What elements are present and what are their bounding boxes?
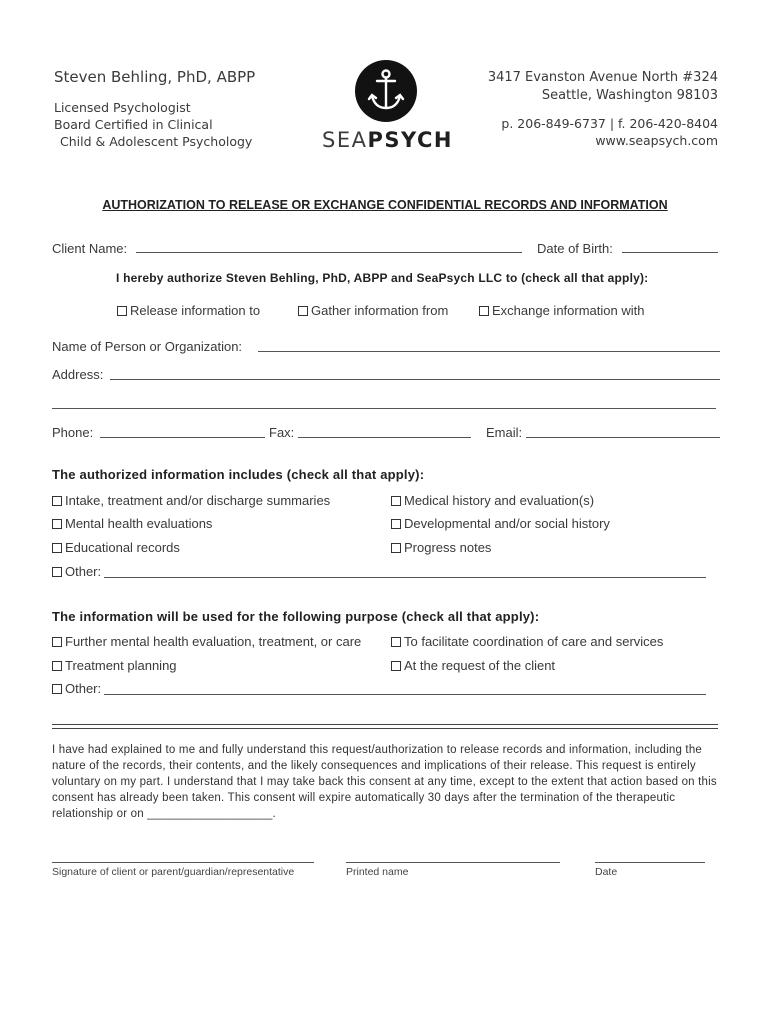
phone-label: Phone:	[52, 425, 94, 440]
checkbox[interactable]	[52, 496, 62, 506]
printed-name-label: Printed name	[346, 866, 409, 878]
phone-fax: p. 206-849-6737 | f. 206-420-8404	[501, 116, 718, 131]
address-label: Address:	[52, 367, 104, 382]
client-name-label: Client Name:	[52, 241, 128, 256]
form-title: AUTHORIZATION TO RELEASE OR EXCHANGE CONFIDENTIAL RECORDS AND INFORMATION	[102, 198, 668, 212]
info-section-heading: The authorized information includes (check all that apply):	[52, 467, 425, 482]
purpose-option[interactable]: To facilitate coordination of care and services	[391, 634, 663, 649]
section-divider	[52, 724, 718, 729]
info-option[interactable]: Intake, treatment and/or discharge summaries	[52, 493, 330, 508]
dob-label: Date of Birth:	[537, 241, 613, 256]
checkbox[interactable]	[52, 567, 62, 577]
info-option[interactable]: Progress notes	[391, 540, 491, 555]
website: www.seapsych.com	[595, 133, 718, 148]
fax-field[interactable]	[298, 437, 471, 438]
printed-name-field[interactable]	[346, 862, 560, 863]
info-option[interactable]: Medical history and evaluation(s)	[391, 493, 594, 508]
checkbox[interactable]	[391, 519, 401, 529]
checkbox[interactable]	[52, 519, 62, 529]
purpose-option[interactable]: Further mental health evaluation, treatment, or care	[52, 634, 361, 649]
email-field[interactable]	[526, 437, 720, 438]
checkbox[interactable]	[52, 543, 62, 553]
release-checkbox[interactable]	[117, 306, 127, 316]
address-field[interactable]	[110, 379, 720, 380]
exchange-option[interactable]: Exchange information with	[479, 303, 644, 318]
signature-field[interactable]	[52, 862, 314, 863]
checkbox[interactable]	[391, 661, 401, 671]
release-option[interactable]: Release information to	[117, 303, 260, 318]
email-label: Email:	[486, 425, 523, 440]
checkbox[interactable]	[391, 496, 401, 506]
logo-wordmark: SEAPSYCH	[322, 128, 453, 152]
checkbox[interactable]	[52, 637, 62, 647]
info-option[interactable]: Mental health evaluations	[52, 516, 212, 531]
date-label: Date	[595, 866, 618, 878]
purpose-section-heading: The information will be used for the following purpose (check all that apply):	[52, 609, 540, 624]
info-other-option[interactable]: Other:	[52, 564, 101, 579]
address-field-2[interactable]	[52, 408, 716, 409]
organization-label: Name of Person or Organization:	[52, 339, 243, 354]
info-other-field[interactable]	[104, 577, 706, 578]
organization-field[interactable]	[258, 351, 720, 352]
gather-option[interactable]: Gather information from	[298, 303, 448, 318]
purpose-other-option[interactable]: Other:	[52, 681, 101, 696]
address-line-2: Seattle, Washington 98103	[541, 88, 718, 103]
date-field[interactable]	[595, 862, 705, 863]
address-line-1: 3417 Evanston Avenue North #324	[487, 70, 718, 85]
checkbox[interactable]	[391, 543, 401, 553]
credential-line-2: Board Certified in Clinical	[54, 117, 213, 132]
purpose-option[interactable]: Treatment planning	[52, 658, 177, 673]
info-option[interactable]: Educational records	[52, 540, 180, 555]
anchor-logo-icon	[355, 60, 417, 122]
credential-line-1: Licensed Psychologist	[54, 100, 191, 115]
credential-line-3: Child & Adolescent Psychology	[60, 134, 253, 149]
info-option[interactable]: Developmental and/or social history	[391, 516, 610, 531]
authorize-statement: I hereby authorize Steven Behling, PhD, ABPP and SeaPsych LLC to (check all that apply):	[116, 271, 649, 285]
exchange-checkbox[interactable]	[479, 306, 489, 316]
checkbox[interactable]	[391, 637, 401, 647]
doctor-name: Steven Behling, PhD, ABPP	[54, 68, 256, 86]
checkbox[interactable]	[52, 661, 62, 671]
purpose-other-field[interactable]	[104, 694, 706, 695]
checkbox[interactable]	[52, 684, 62, 694]
consent-paragraph: I have had explained to me and fully understand this request/authorization to release records and information, including the nature of the records, their contents, and the likely consequences and implications of their release. This request is entirely voluntary on my part. I understand that I may take back this consent at any time, except to the extent that action based on this consent has already been taken. This consent will expire automatically 30 days after the termination of the therapeutic relationship or on ___________________.	[52, 744, 717, 820]
purpose-option[interactable]: At the request of the client	[391, 658, 555, 673]
gather-checkbox[interactable]	[298, 306, 308, 316]
client-name-field[interactable]	[136, 252, 522, 253]
fax-label: Fax:	[269, 425, 295, 440]
signature-label: Signature of client or parent/guardian/representative	[52, 866, 295, 878]
dob-field[interactable]	[622, 252, 718, 253]
phone-field[interactable]	[100, 437, 265, 438]
